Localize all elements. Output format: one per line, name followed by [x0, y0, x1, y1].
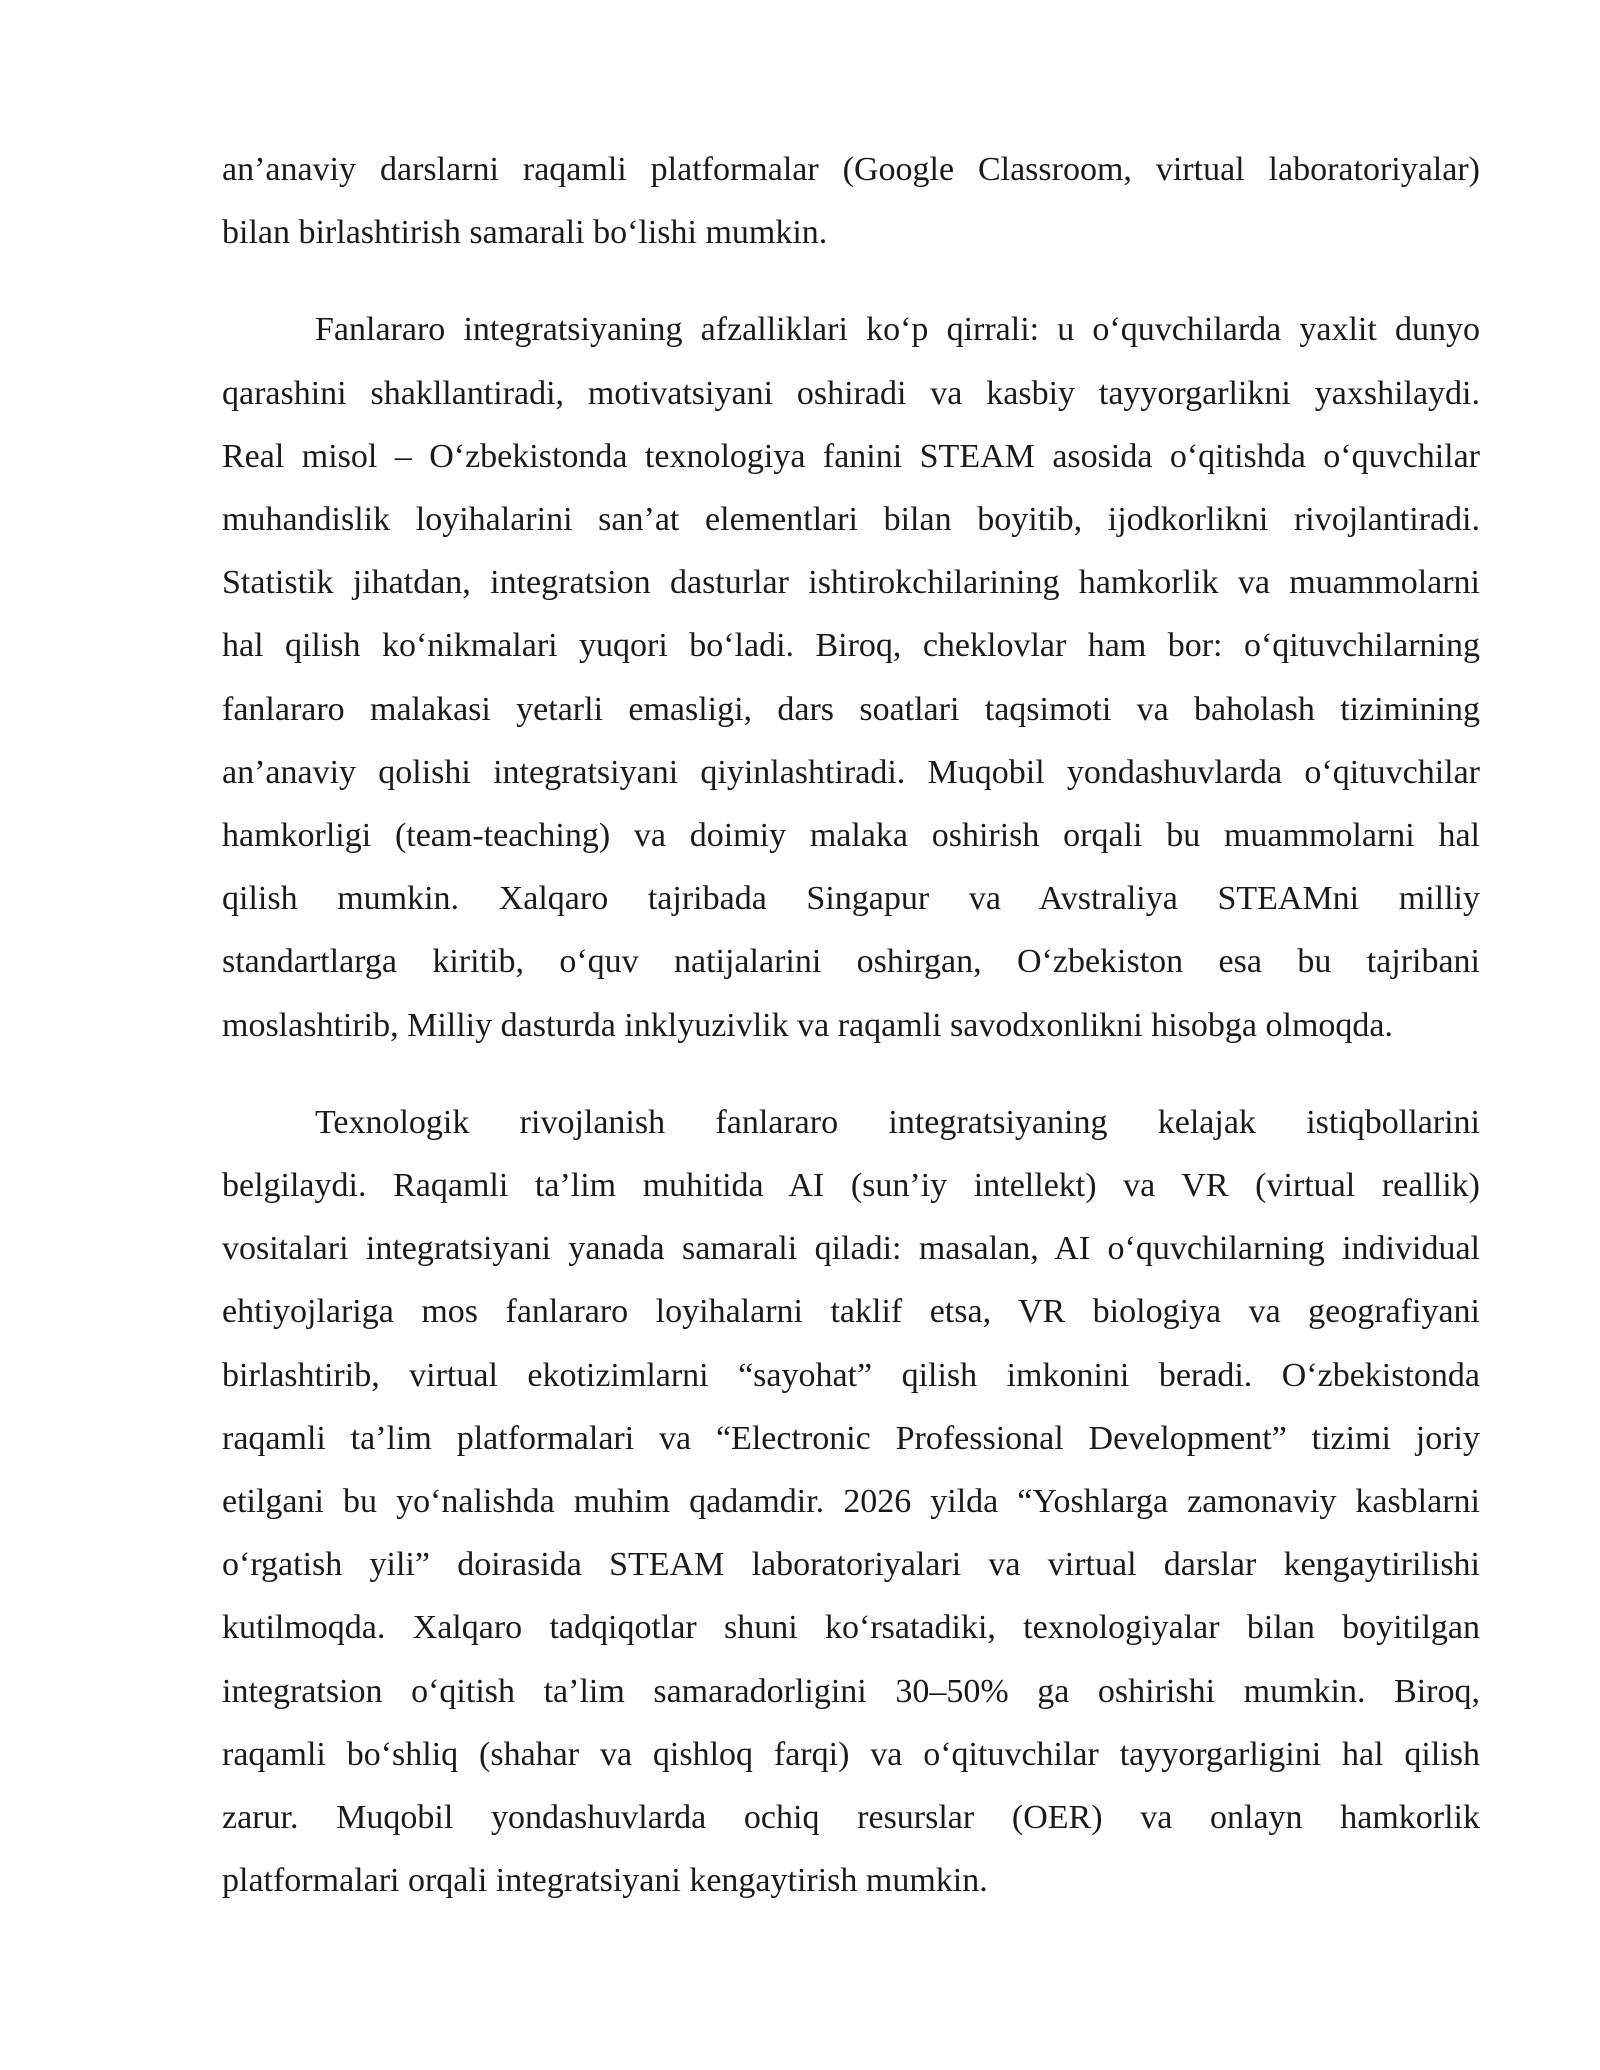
text-line: belgilaydi. Raqamli ta’lim muhitida AI (sun’iy intellekt) va VR (virtual reallik)	[222, 1167, 1480, 1205]
text-line: Texnologik rivojlanish fanlararo integratsiyaning kelajak istiqbollarini	[315, 1103, 1480, 1141]
text-line: qilish mumkin. Xalqaro tajribada Singapur va Avstraliya STEAMni milliy	[222, 880, 1480, 918]
text-line: ehtiyojlariga mos fanlararo loyihalarni taklif etsa, VR biologiya va geografiyani	[222, 1293, 1480, 1331]
text-line: hal qilish ko‘nikmalari yuqori bo‘ladi. Biroq, cheklovlar ham bor: o‘qituvchilarning	[222, 627, 1480, 665]
text-line: fanlararo malakasi yetarli emasligi, dars soatlari taqsimoti va baholash tizimining	[222, 690, 1480, 728]
text-line: bilan birlashtirish samarali bo‘lishi mumkin.	[222, 214, 828, 252]
paragraph-3	[222, 1091, 1480, 1913]
text-line: raqamli bo‘shliq (shahar va qishloq farqi) va o‘qituvchilar tayyorgarligini hal qilish	[222, 1735, 1480, 1773]
text-line: moslashtirib, Milliy dasturda inklyuzivlik va raqamli savodxonlikni hisobga olmoqda.	[222, 1006, 1393, 1044]
text-line: platformalari orqali integratsiyani kengaytirish mumkin.	[222, 1862, 988, 1900]
text-line: integratsion o‘qitish ta’lim samaradorligini 30–50% ga oshirishi mumkin. Biroq,	[222, 1672, 1480, 1710]
text-line: an’anaviy qolishi integratsiyani qiyinlashtiradi. Muqobil yondashuvlarda o‘qituvchilar	[222, 753, 1480, 791]
text-line: etilgani bu yo‘nalishda muhim qadamdir. 2026 yilda “Yoshlarga zamonaviy kasblarni	[222, 1483, 1480, 1521]
text-line: raqamli ta’lim platformalari va “Electronic Professional Development” tizimi joriy	[222, 1419, 1480, 1457]
text-line: qarashini shakllantiradi, motivatsiyani oshiradi va kasbiy tayyorgarlikni yaxshilaydi.	[222, 374, 1480, 412]
text-line: standartlarga kiritib, o‘quv natijalarini oshirgan, O‘zbekiston esa bu tajribani	[222, 943, 1480, 981]
document-body	[222, 138, 1480, 1912]
text-line: Statistik jihatdan, integratsion dasturlar ishtirokchilarining hamkorlik va muammolarni	[222, 564, 1480, 602]
text-line: birlashtirib, virtual ekotizimlarni “sayohat” qilish imkonini beradi. O‘zbekistonda	[222, 1356, 1480, 1394]
text-line: zarur. Muqobil yondashuvlarda ochiq resurslar (OER) va onlayn hamkorlik	[222, 1799, 1480, 1837]
text-line: an’anaviy darslarni raqamli platformalar (Google Classroom, virtual laboratoriyalar)	[222, 151, 1480, 188]
text-line: Real misol – O‘zbekistonda texnologiya fanini STEAM asosida o‘qitishda o‘quvchilar	[222, 437, 1480, 475]
text-line: o‘rgatish yili” doirasida STEAM laboratoriyalari va virtual darslar kengaytirilishi	[222, 1546, 1480, 1584]
text-line: vositalari integratsiyani yanada samarali qiladi: masalan, AI o‘quvchilarning individual	[222, 1230, 1480, 1268]
paragraph-1	[222, 138, 1480, 264]
paragraph-2	[222, 298, 1480, 1056]
text-line: Fanlararo integratsiyaning afzalliklari ko‘p qirrali: u o‘quvchilarda yaxlit dunyo	[315, 311, 1480, 349]
text-line: hamkorligi (team-teaching) va doimiy malaka oshirish orqali bu muammolarni hal	[222, 817, 1480, 855]
text-line: muhandislik loyihalarini san’at elementlari bilan boyitib, ijodkorlikni rivojlantiradi.	[222, 501, 1480, 539]
text-line: kutilmoqda. Xalqaro tadqiqotlar shuni ko‘rsatadiki, texnologiyalar bilan boyitilgan	[222, 1609, 1480, 1647]
